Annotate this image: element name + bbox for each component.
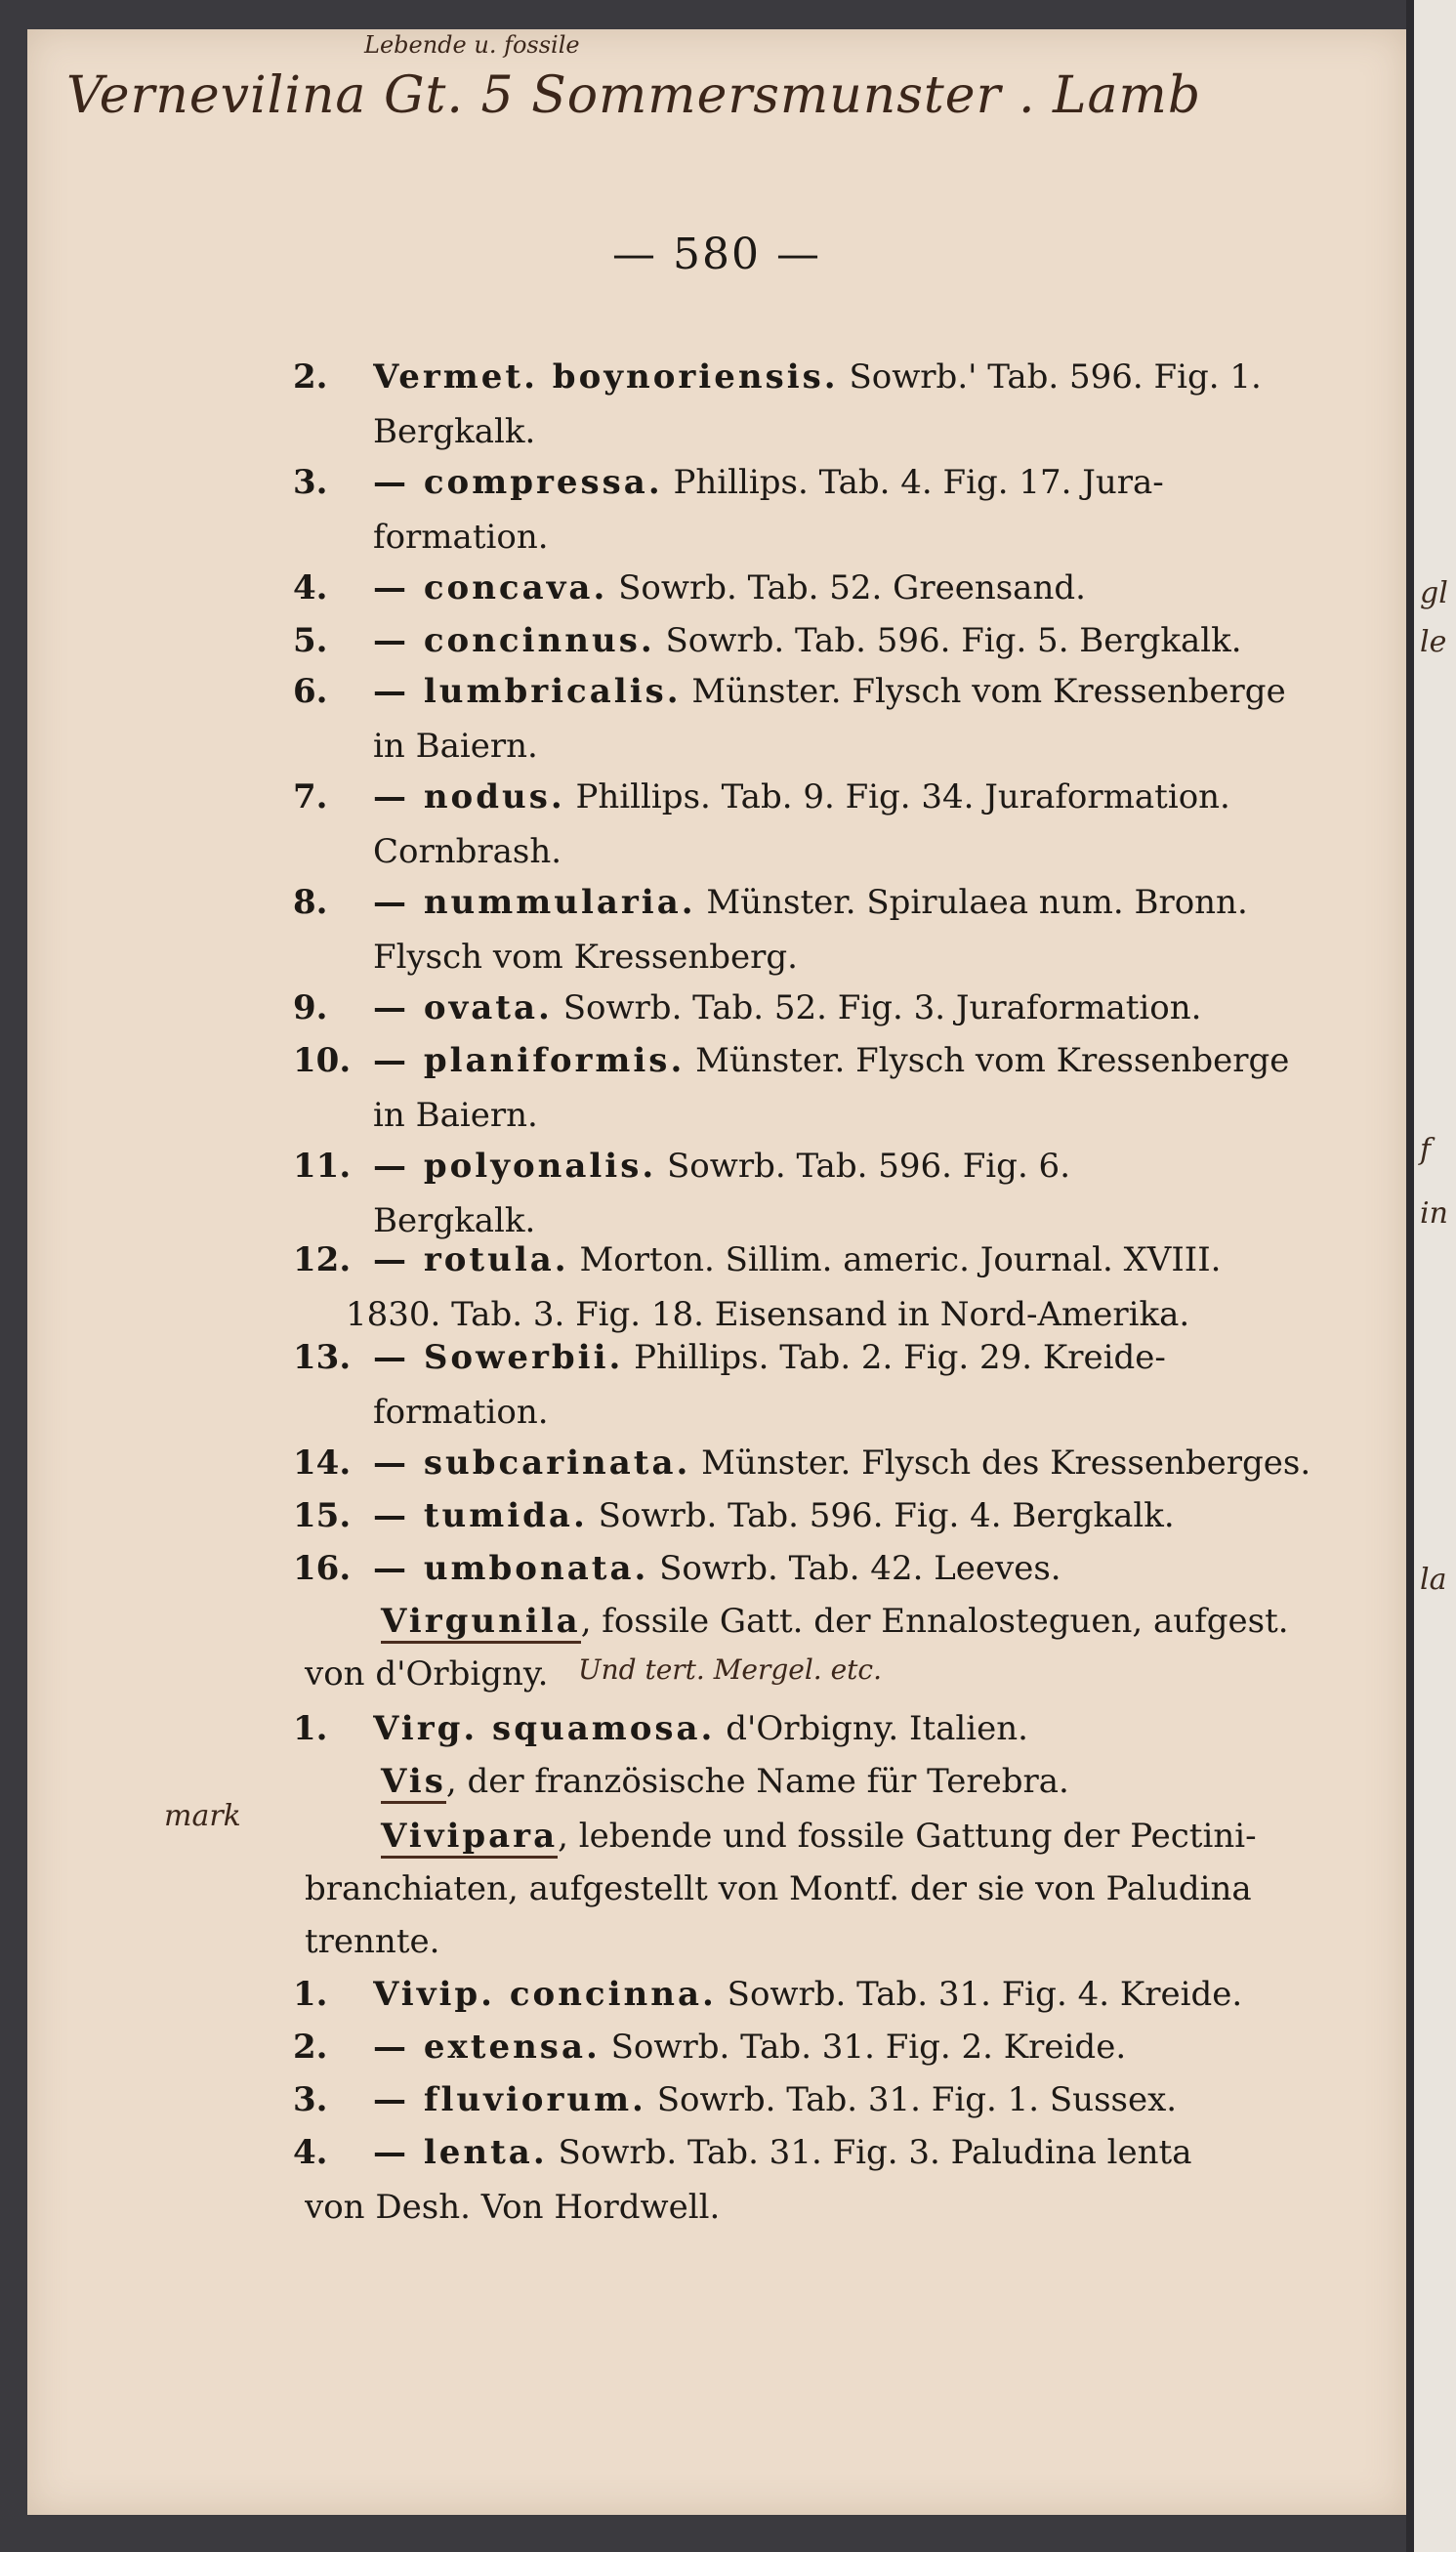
entry-continuation: Bergkalk.	[373, 1201, 536, 1240]
handwritten-margin-mark: mark	[164, 1799, 241, 1833]
edge-handwriting: f	[1420, 1133, 1432, 1167]
entry-number: 16.	[293, 1549, 352, 1588]
entry-reference: Phillips. Tab. 4. Fig. 17. Jura-	[673, 463, 1164, 502]
entry-continuation: Bergkalk.	[373, 412, 536, 451]
entry-reference: Sowrb. Tab. 31. Fig. 2. Kreide.	[610, 2028, 1127, 2067]
species-name: Virg. squamosa.	[373, 1709, 716, 1748]
species-name: — Sowerbii.	[373, 1338, 624, 1377]
genus-heading-vivipara	[381, 1813, 1257, 1860]
entry-reference: Münster. Flysch des Kressenberges.	[701, 1443, 1311, 1483]
entry-continuation: von Desh. Von Hordwell.	[305, 2188, 721, 2227]
genus-heading-vis	[381, 1758, 1069, 1805]
entry-number: 9.	[293, 988, 328, 1027]
handwritten-annotation-small: Lebende u. fossile	[364, 31, 580, 59]
entry-reference: Sowrb. Tab. 596. Fig. 6.	[667, 1147, 1070, 1186]
species-name: — compressa.	[373, 463, 663, 502]
entry-number: 15.	[293, 1496, 352, 1535]
genus-description-line: branchiaten, aufgestellt von Montf. der sie von Paludina	[305, 1869, 1252, 1908]
entry-reference: Sowrb.' Tab. 596. Fig. 1.	[849, 357, 1262, 397]
entry-number: 4.	[293, 568, 328, 607]
species-name: — umbonata.	[373, 1549, 649, 1588]
edge-handwriting: le	[1420, 625, 1447, 659]
entry-number: 3.	[293, 2080, 328, 2119]
entry-number: 5.	[293, 621, 328, 660]
species-name: — fluviorum.	[373, 2080, 646, 2119]
entry-reference: Phillips. Tab. 2. Fig. 29. Kreide-	[634, 1338, 1166, 1377]
book-page	[27, 29, 1406, 2515]
entry-number: 14.	[293, 1443, 352, 1483]
entry-continuation: 1830. Tab. 3. Fig. 18. Eisensand in Nord-Amerika.	[346, 1295, 1190, 1334]
entry-number: 8.	[293, 883, 328, 922]
entry-continuation: Cornbrash.	[373, 832, 562, 871]
species-name: — polyonalis.	[373, 1147, 657, 1186]
genus-name: Vivipara	[381, 1817, 558, 1859]
species-name: Vermet. boynoriensis.	[373, 357, 839, 397]
entry-number: 1.	[293, 1975, 328, 2014]
genus-heading-virgunila	[381, 1598, 1289, 1645]
genus-author: von d'Orbigny.	[305, 1654, 549, 1694]
entry-reference: Sowrb. Tab. 42. Leeves.	[659, 1549, 1061, 1588]
species-name: Vivip. concinna.	[373, 1975, 717, 2014]
species-name: — lumbricalis.	[373, 672, 682, 711]
handwritten-annotation-top: Vernevilina Gt. 5 Sommersmunster . Lamb	[66, 66, 1202, 125]
page-number: — 580 —	[612, 230, 821, 279]
genus-description: , lebende und fossile Gattung der Pectini-	[558, 1817, 1257, 1856]
entry-number: 2.	[293, 357, 328, 397]
entry-reference: Münster. Flysch vom Kressenberge	[695, 1041, 1290, 1080]
species-name: — lenta.	[373, 2133, 548, 2172]
entry-number: 7.	[293, 777, 328, 816]
genus-description: , der französische Name für Terebra.	[445, 1762, 1069, 1801]
species-name: — concava.	[373, 568, 608, 607]
genus-name: Vis	[381, 1762, 446, 1804]
entry-continuation: Flysch vom Kressenberg.	[373, 938, 798, 977]
species-name: — subcarinata.	[373, 1443, 691, 1483]
genus-description-line: trennte.	[305, 1922, 440, 1961]
genus-name: Virgunila	[381, 1602, 581, 1644]
species-name: — tumida.	[373, 1496, 588, 1535]
entry-number: 1.	[293, 1709, 328, 1748]
species-name: — ovata.	[373, 988, 553, 1027]
entry-reference: Sowrb. Tab. 31. Fig. 4. Kreide.	[727, 1975, 1243, 2014]
species-name: — planiformis.	[373, 1041, 686, 1080]
entry-reference: Sowrb. Tab. 596. Fig. 4. Bergkalk.	[598, 1496, 1175, 1535]
entry-number: 13.	[293, 1338, 352, 1377]
entry-number: 12.	[293, 1240, 352, 1279]
entry-reference: Morton. Sillim. americ. Journal. XVIII.	[579, 1240, 1222, 1279]
edge-handwriting: la	[1420, 1563, 1447, 1597]
entry-number: 4.	[293, 2133, 328, 2172]
entry-continuation: in Baiern.	[373, 727, 538, 766]
entry-number: 10.	[293, 1041, 352, 1080]
edge-handwriting: in	[1420, 1196, 1448, 1231]
entry-continuation: formation.	[373, 1393, 549, 1432]
entry-number: 2.	[293, 2028, 328, 2067]
page-gutter	[1406, 0, 1414, 2552]
entry-number: 6.	[293, 672, 328, 711]
entry-reference: Sowrb. Tab. 31. Fig. 3. Paludina lenta	[558, 2133, 1192, 2172]
species-name: — concinnus.	[373, 621, 655, 660]
edge-handwriting: gl	[1420, 576, 1448, 610]
adjacent-page-edge	[1406, 0, 1456, 2552]
entry-number: 11.	[293, 1147, 352, 1186]
entry-continuation: formation.	[373, 518, 549, 557]
species-name: — nummularia.	[373, 883, 696, 922]
genus-description: , fossile Gatt. der Ennalosteguen, aufgest.	[580, 1602, 1289, 1641]
entry-reference: d'Orbigny. Italien.	[726, 1709, 1028, 1748]
entry-reference: Sowrb. Tab. 52. Greensand.	[618, 568, 1086, 607]
entry-reference: Sowrb. Tab. 31. Fig. 1. Sussex.	[656, 2080, 1178, 2119]
species-name: — nodus.	[373, 777, 565, 816]
entry-reference: Sowrb. Tab. 596. Fig. 5. Bergkalk.	[665, 621, 1242, 660]
entry-continuation: in Baiern.	[373, 1096, 538, 1135]
entry-number: 3.	[293, 463, 328, 502]
species-name: — rotula.	[373, 1240, 569, 1279]
entry-reference: Phillips. Tab. 9. Fig. 34. Juraformation.	[575, 777, 1230, 816]
handwritten-annotation-inline: Und tert. Mergel. etc.	[578, 1653, 882, 1686]
genus-description-line	[305, 1651, 882, 1697]
species-name: — extensa.	[373, 2028, 601, 2067]
entry-reference: Münster. Spirulaea num. Bronn.	[706, 883, 1248, 922]
entry-reference: Münster. Flysch vom Kressenberge	[691, 672, 1286, 711]
entry-reference: Sowrb. Tab. 52. Fig. 3. Juraformation.	[562, 988, 1202, 1027]
